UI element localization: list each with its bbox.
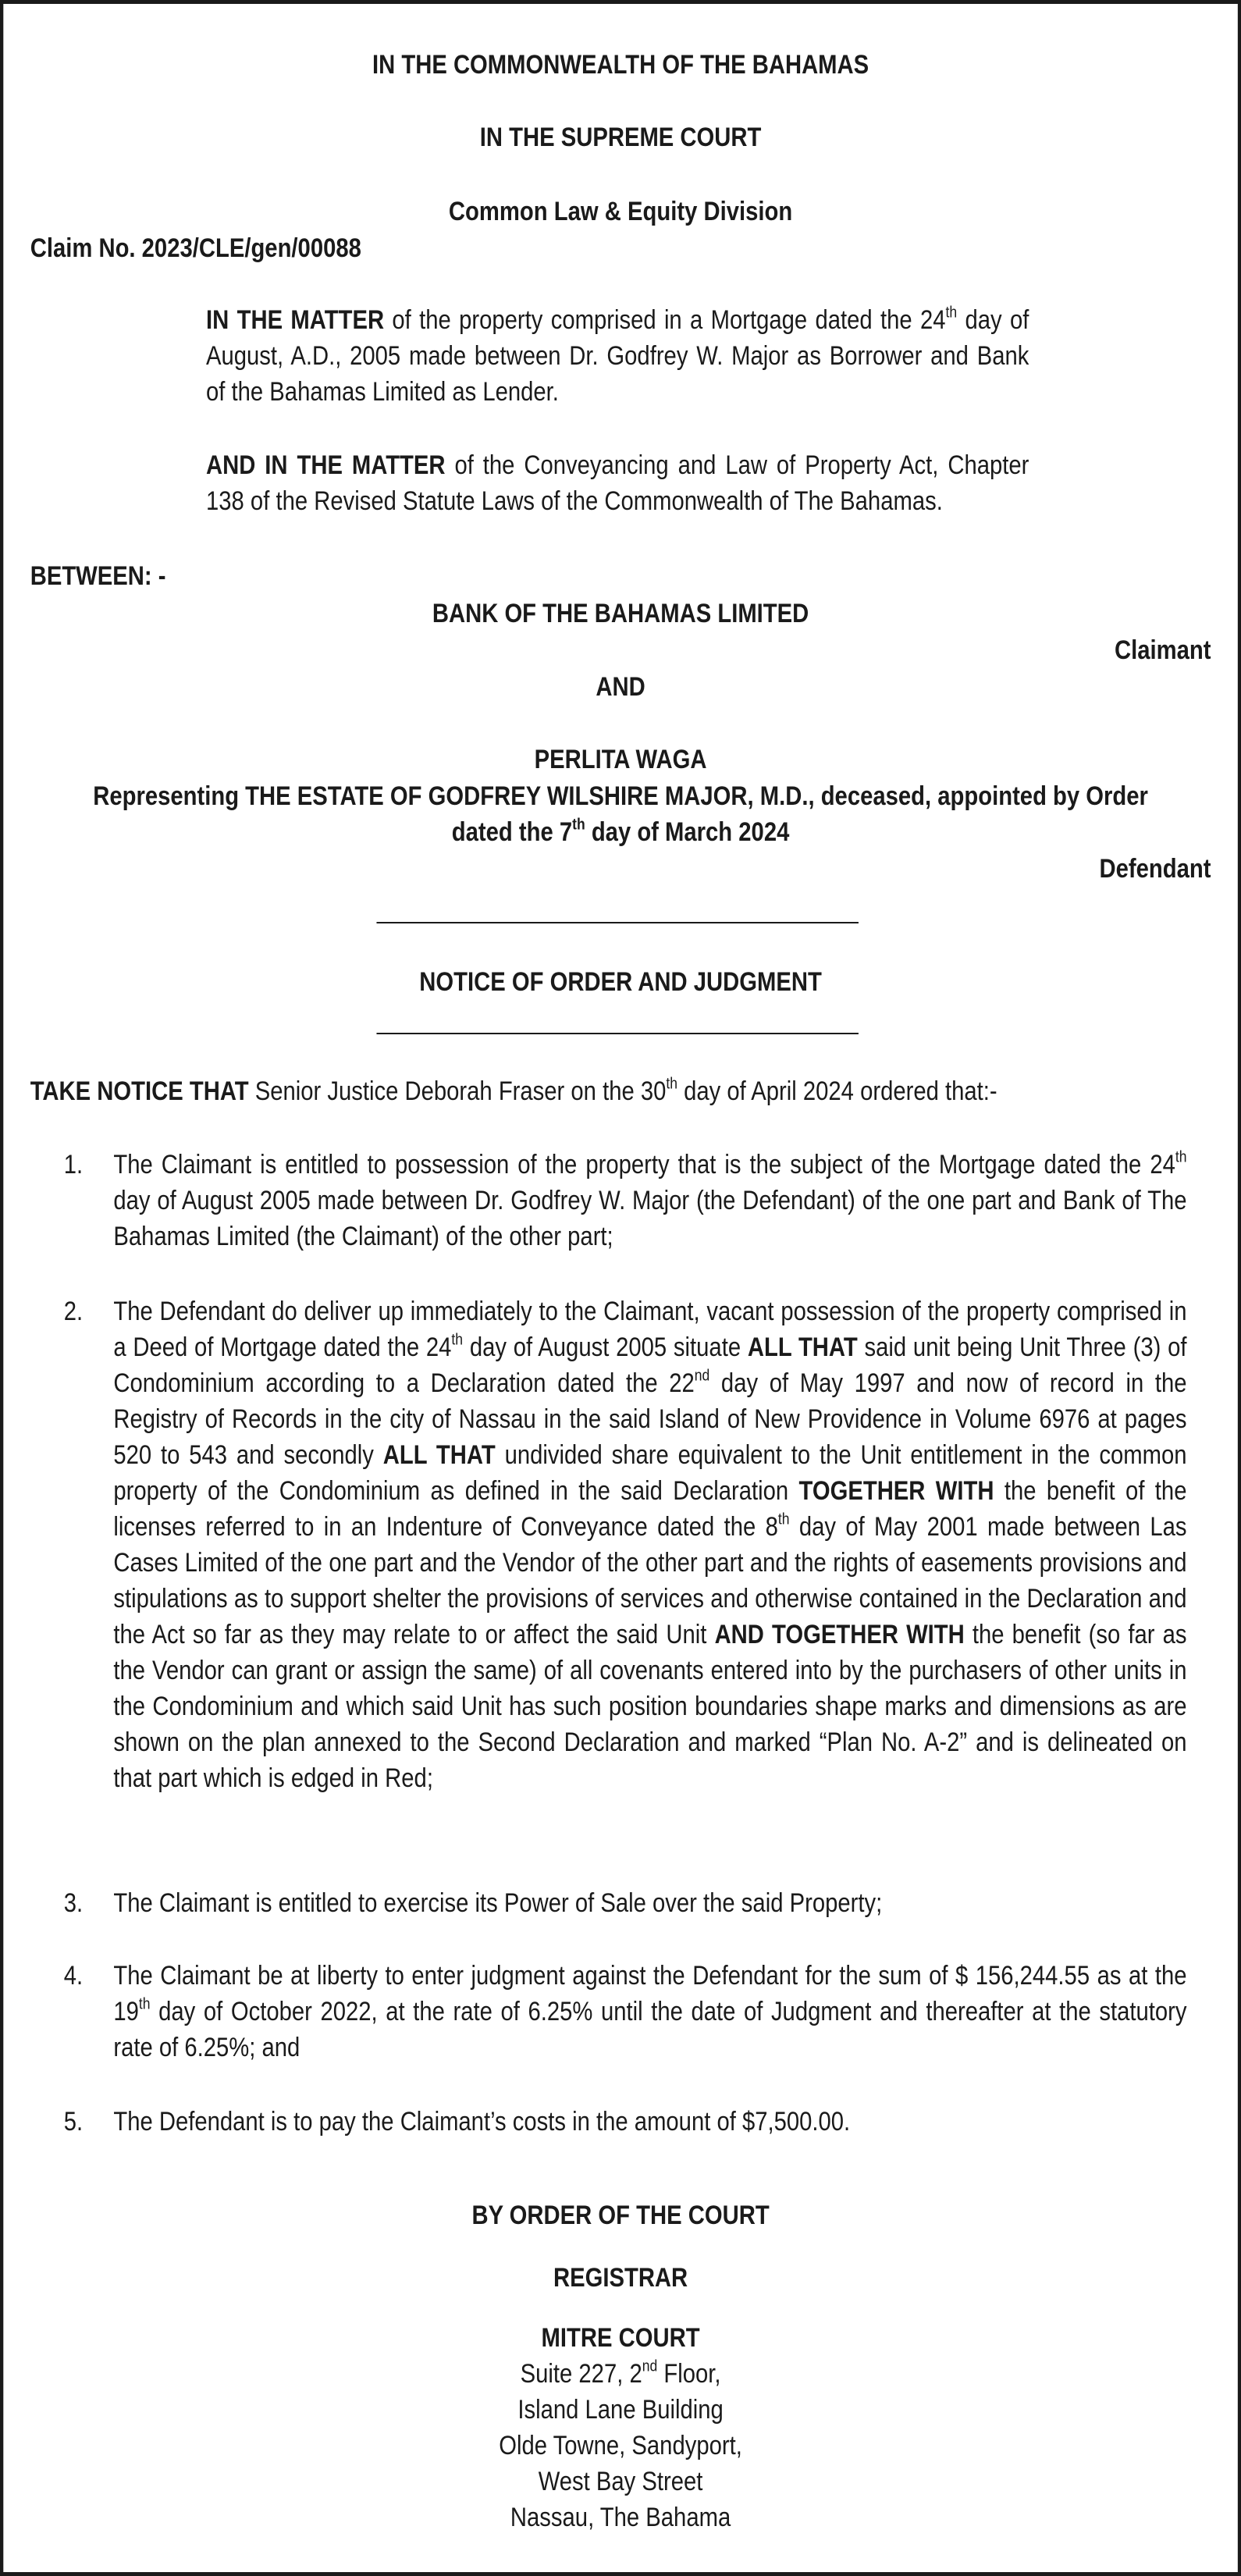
order-item-5	[64, 2104, 1187, 2140]
order-text: The Claimant be at liberty to enter judgment against the Defendant for the sum of $ 156,244.55 as at the 19th day of October 2022, at the rate of 6.25% until the date of Judgment and thereafter at the statutory rate of 6.25%; and	[113, 1961, 1187, 2062]
order-item-3	[64, 1885, 1187, 1921]
address-line-4: West Bay Street	[538, 2467, 703, 2496]
address-line-1: Suite 227, 2nd Floor,	[520, 2357, 721, 2389]
order-text: The Claimant is entitled to exercise its Power of Sale over the said Property;	[113, 1888, 883, 1918]
between-label: BETWEEN: -	[30, 561, 166, 591]
order-item-4	[64, 1958, 1187, 2065]
divider-top	[376, 922, 858, 923]
address-line-2: Island Lane Building	[517, 2395, 724, 2425]
claim-number: Claim No. 2023/CLE/gen/00088	[30, 233, 361, 263]
order-number: 1.	[63, 1150, 84, 1179]
notice-title: NOTICE OF ORDER AND JUDGMENT	[419, 967, 822, 997]
matter-lead: IN THE MATTER	[206, 305, 385, 335]
matter-paragraph-1: IN THE MATTER of the property comprised in a Mortgage dated the 24th day of August, A.D., 2005 made between Dr. Godfrey W. Major as Borrower and Bank of the Bahamas Limited as Lender.	[206, 304, 1029, 407]
order-text: The Defendant is to pay the Claimant’s costs in the amount of $7,500.00.	[113, 2107, 851, 2137]
divider-bottom	[376, 1033, 858, 1034]
representation-line-2: dated the 7th day of March 2024	[451, 816, 790, 847]
defendant-role: Defendant	[1099, 854, 1211, 884]
take-notice-paragraph: TAKE NOTICE THAT Senior Justice Deborah Fraser on the 30th day of April 2024 ordered that:-	[30, 1075, 997, 1106]
address-line-3: Olde Towne, Sandyport,	[499, 2431, 742, 2460]
order-item-1	[64, 1147, 1187, 1254]
by-order-of-court: BY ORDER OF THE COURT	[471, 2201, 770, 2230]
and-label: AND	[596, 672, 645, 702]
order-item-2	[64, 1293, 1187, 1796]
matter-paragraph-2: AND IN THE MATTER of the Conveyancing and Law of Property Act, Chapter 138 of the Revised Statute Laws of the Commonwealth of The Bahamas.	[206, 450, 1029, 516]
registrar-label: REGISTRAR	[553, 2263, 688, 2293]
court-heading: IN THE SUPREME COURT	[479, 123, 762, 152]
claimant-name: BANK OF THE BAHAMAS LIMITED	[432, 599, 809, 628]
division-heading: Common Law & Equity Division	[448, 197, 793, 226]
order-number: 4.	[63, 1961, 84, 1991]
matter-lead: AND IN THE MATTER	[206, 450, 446, 480]
order-number: 5.	[63, 2107, 84, 2137]
firm-name: MITRE COURT	[541, 2323, 700, 2353]
defendant-name: PERLITA WAGA	[534, 745, 707, 774]
order-number: 3.	[63, 1888, 84, 1918]
address-line-5: Nassau, The Bahama	[510, 2503, 731, 2532]
order-text: The Defendant do deliver up immediately to the Claimant, vacant possession of the property comprised in a Deed of Mortgage dated the 24th day of August 2005 situate ALL THAT said unit being Unit Three (3) of Condominium according to a Declaration dated the 22nd day of May 1997 and now of record in the Registry of Records in the city of Nassau in the said Island of New Providence in Volume 6976 at pages 520 to 543 and secondly ALL THAT undivided share equivalent to the Unit entitlement in the common property of the Condominium as defined in the said Declaration TOGETHER WITH the benefit of the licenses referred to in an Indenture of Conveyance dated the 8th day of May 2001 made between Las Cases Limited of the one part and the Vendor of the other part and the rights of easements provisions and stipulations as to support shelter the provisions of services and otherwise contained in the Declaration and the Act so far as they may relate to or affect the said Unit AND TOGETHER WITH the benefit (so far as the Vendor can grant or assign the same) of all covenants entered into by the purchasers of other units in the Condominium and which said Unit has such position boundaries shape marks and dimensions as are shown on the plan annexed to the Second Declaration and marked “Plan No. A-2” and is delineated on that part which is edged in Red;	[113, 1297, 1187, 1793]
claimant-role: Claimant	[1114, 635, 1211, 665]
representation-line-1: Representing THE ESTATE OF GODFREY WILSHIRE MAJOR, M.D., deceased, appointed by Order	[93, 781, 1148, 811]
jurisdiction-heading: IN THE COMMONWEALTH OF THE BAHAMAS	[372, 50, 869, 80]
order-number: 2.	[63, 1297, 84, 1326]
order-text: The Claimant is entitled to possession of the property that is the subject of the Mortgage dated the 24th day of August 2005 made between Dr. Godfrey W. Major (the Defendant) of the one part and Bank of The Bahamas Limited (the Claimant) of the other part;	[113, 1148, 1187, 1251]
